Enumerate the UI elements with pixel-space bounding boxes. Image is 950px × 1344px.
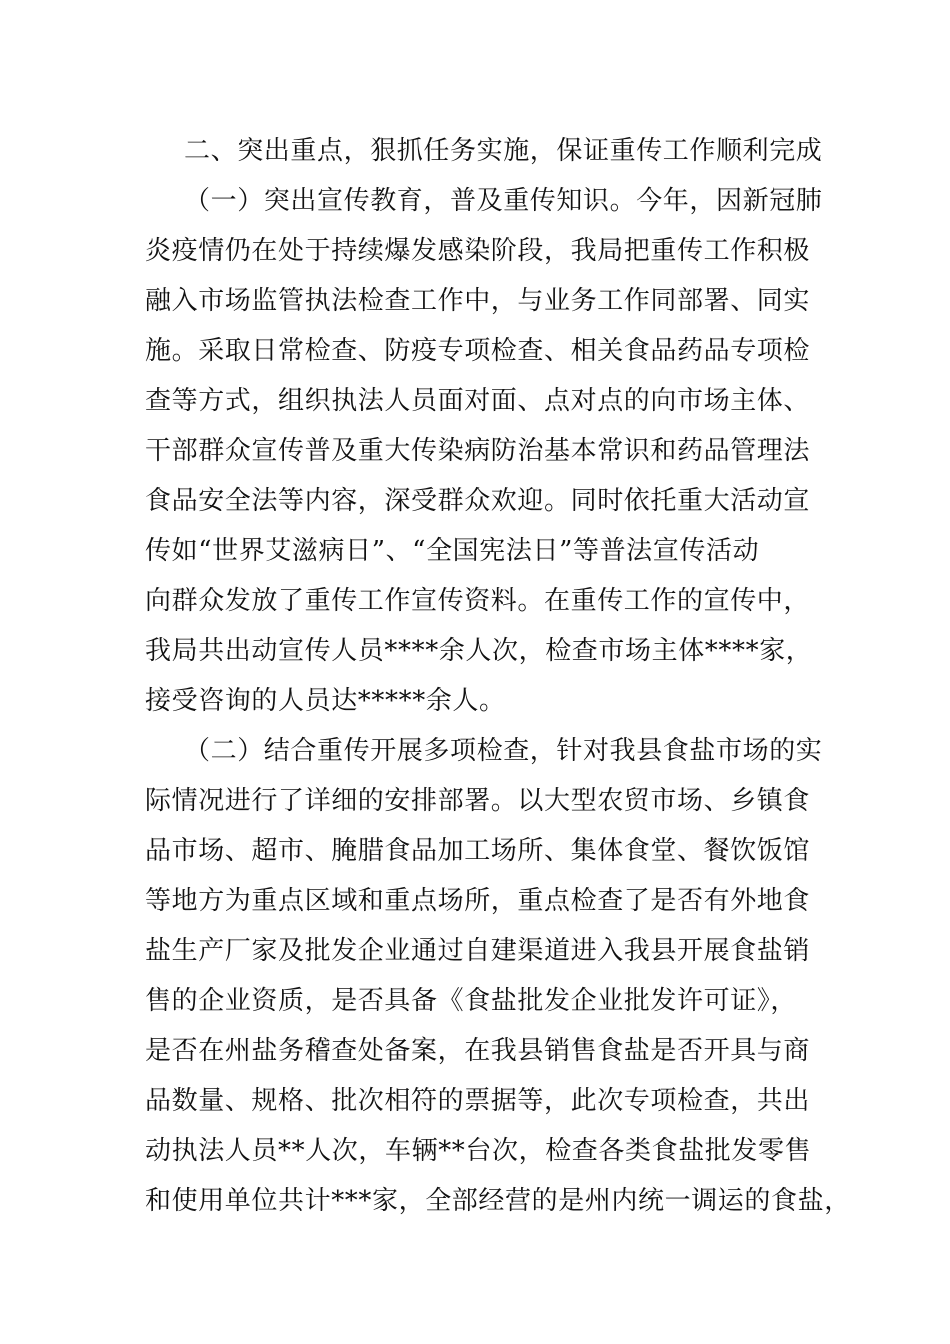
paragraph-1-line-7: 食品安全法等内容，深受群众欢迎。同时依托重大活动宣 — [145, 486, 811, 516]
section-heading: 二、突出重点，狠抓任务实施，保证重传工作顺利完成 — [184, 136, 823, 166]
paragraph-2-line-4: 等地方为重点区域和重点场所，重点检查了是否有外地食 — [145, 886, 811, 916]
paragraph-1-line-9: 向群众发放了重传工作宣传资料。在重传工作的宣传中， — [145, 586, 811, 616]
paragraph-2-line-2: 际情况进行了详细的安排部署。以大型农贸市场、乡镇食 — [145, 786, 811, 816]
paragraph-2-line-1: （二）结合重传开展多项检查，针对我县食盐市场的实 — [184, 736, 823, 766]
paragraph-1-line-11: 接受咨询的人员达*****余人。 — [145, 686, 506, 716]
paragraph-2-line-3: 品市场、超市、腌腊食品加工场所、集体食堂、餐饮饭馆 — [145, 836, 811, 866]
paragraph-2-line-5: 盐生产厂家及批发企业通过自建渠道进入我县开展食盐销 — [145, 936, 811, 966]
paragraph-1-line-3: 融入市场监管执法检查工作中，与业务工作同部署、同实 — [145, 286, 811, 316]
paragraph-2-line-7: 是否在州盐务稽查处备案，在我县销售食盐是否开具与商 — [145, 1036, 811, 1066]
paragraph-1-line-2: 炎疫情仍在处于持续爆发感染阶段，我局把重传工作积极 — [145, 236, 811, 266]
paragraph-1-line-10: 我局共出动宣传人员****余人次，检查市场主体****家， — [145, 636, 813, 666]
paragraph-1-line-6: 干部群众宣传普及重大传染病防治基本常识和药品管理法 — [145, 436, 811, 466]
paragraph-1-line-1: （一）突出宣传教育，普及重传知识。今年，因新冠肺 — [184, 186, 823, 216]
paragraph-2-line-8: 品数量、规格、批次相符的票据等，此次专项检查，共出 — [145, 1086, 811, 1116]
paragraph-1-line-5: 查等方式，组织执法人员面对面、点对点的向市场主体、 — [145, 386, 811, 416]
paragraph-2-line-9: 动执法人员**人次，车辆**台次，检查各类食盐批发零售 — [145, 1136, 812, 1166]
paragraph-2-line-6: 售的企业资质，是否具备《食盐批发企业批发许可证》， — [145, 986, 798, 1016]
paragraph-1-line-8: 传如“世界艾滋病日”、“全国宪法日”等普法宣传活动 — [145, 536, 760, 566]
paragraph-1-line-4: 施。采取日常检查、防疫专项检查、相关食品药品专项检 — [145, 336, 811, 366]
paragraph-2-line-10: 和使用单位共计***家，全部经营的是州内统一调运的食盐， — [145, 1186, 851, 1216]
